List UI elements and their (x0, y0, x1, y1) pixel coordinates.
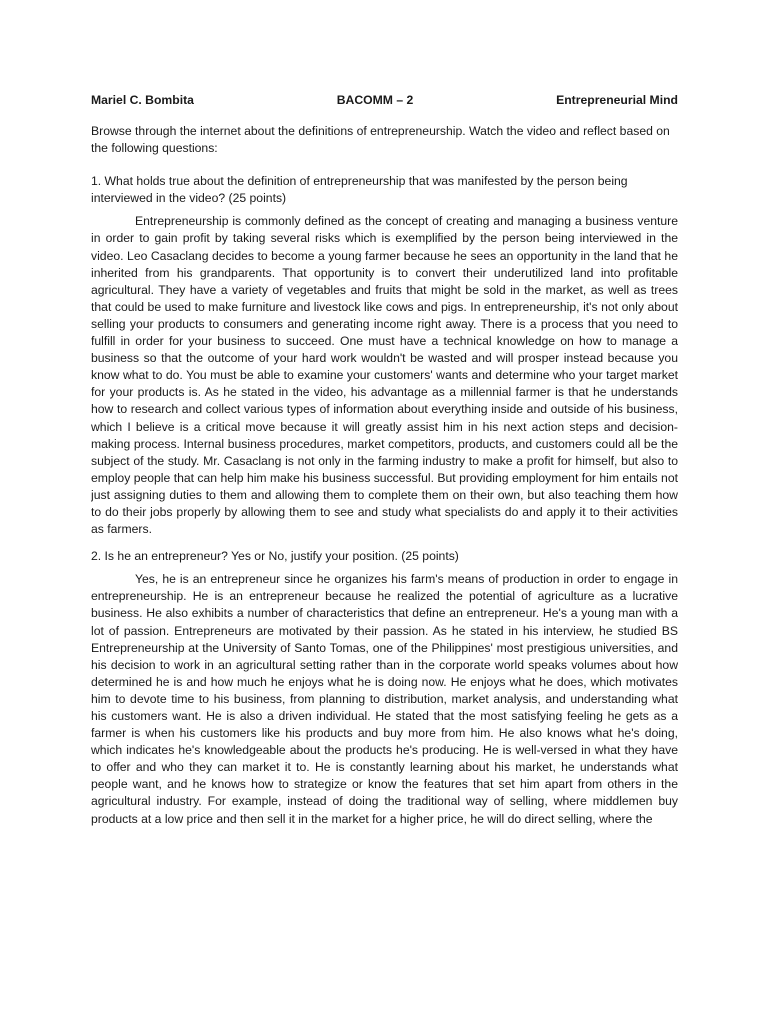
document-header (91, 92, 678, 109)
answer-1: Entrepreneurship is commonly defined as the concept of creating and managing a business venture in order to gain profit by taking several risks which is exemplified by the person being interviewed in the video. Leo Casaclang decides to become a young farmer because he sees an opportunity in the land that he inherited from his grandparents. That opportunity is to convert their underutilized land into profitable agricultural. They have a variety of vegetables and fruits that might be sold in the market, as well as trees that could be used to make furniture and livestock like cows and pigs. In entrepreneurship, it's not only about selling your products to consumers and generating income right away. There is a process that you need to fulfill in order for your business to succeed. One must have a technical knowledge on how to manage a business so that the outcome of your hard work wouldn't be wasted and will prosper instead because you know what to do. You must be able to examine your customers' wants and determine who your target market for your products is. As he stated in the video, his advantage as a millennial farmer is that he understands how to research and collect various types of information about everything inside and outside of his business, which I believe is a critical move because it will greatly assist him in his next action steps and decision-making process. Internal business procedures, market competitors, products, and customers could all be the subject of the study. Mr. Casaclang is not only in the farming industry to make a profit for himself, but also to employ people that can help him make his business successful. But providing employment for him entails not just assigning duties to them and allowing them to complete them on their own, but also teaching them how to do their jobs properly by allowing them to see and study what specialists do and apply it to their activities as farmers. (91, 214, 678, 537)
question-1: 1. What holds true about the definition of entrepreneurship that was manifested by the person being interviewed in the video? (25 points) (91, 174, 628, 206)
question-2: 2. Is he an entrepreneur? Yes or No, justify your position. (25 points) (91, 549, 459, 564)
document-page (91, 92, 678, 1024)
subject-title: Entrepreneurial Mind (556, 93, 678, 107)
answer-2: Yes, he is an entrepreneur since he organizes his farm's means of production in order to engage in entrepreneurship. He is an entrepreneur because he realized the potential of agriculture as a lucrative business. He also exhibits a number of characteristics that define an entrepreneur. He's a young man with a lot of passion. Entrepreneurs are motivated by their passion. As he stated in his interview, he studied BS Entrepreneurship at the University of Santo Tomas, one of the Philippines' most prestigious universities, and his decision to work in an agricultural setting rather than in the corporate world speaks volumes about how determined he is and how much he enjoys what he is doing now. He enjoys what he does, which motivates him to devote time to his business, from planning to distribution, market analysis, and understanding what his customers want. He is also a driven individual. He stated that the most satisfying feeling he gets as a farmer is when his customers like his products and buy more from him. He also knows what he's doing, which indicates he's knowledgeable about the products he's producing. He is well-versed in what they have to offer and who they can market it to. He is constantly learning about his market, he understands what people want, and he knows how to strategize or know the features that set him apart from others in the agricultural industry. For example, instead of doing the traditional way of selling, where middlemen buy products at a low price and then sell it in the market for a higher price, he will do direct selling, where the (91, 572, 678, 826)
course-code: BACOMM – 2 (336, 93, 414, 107)
author-name: Mariel C. Bombita (91, 93, 194, 107)
instructions: Browse through the internet about the definitions of entrepreneurship. Watch the video and reflect based on the following questions: (91, 124, 670, 156)
